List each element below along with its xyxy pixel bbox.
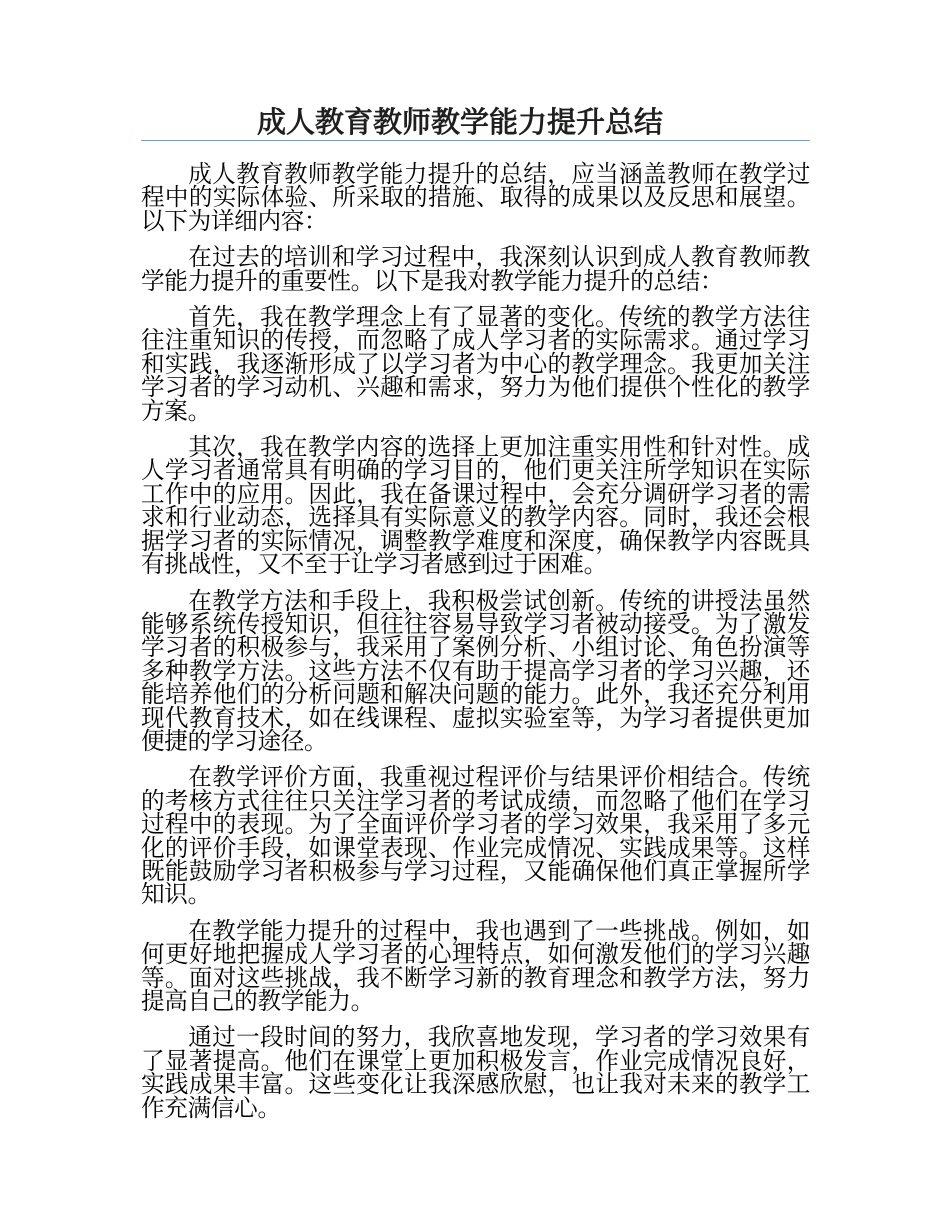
paragraph-6: 在教学评价方面，我重视过程评价与结果评价相结合。传统的考核方式往往只关注学习者的考试成绩，而忽略了他们在学习过程中的表现。为了全面评价学习者的学习效果，我采用了多元化的评价手段，如课堂表现、作业完成情况、实践成果等。这样既能鼓励学习者积极参与学习过程，又能确保他们真正掌握所学知识。: [141, 763, 810, 909]
paragraph-1: 成人教育教师教学能力提升的总结，应当涵盖教师在教学过程中的实际体验、所采取的措施、取得的成果以及反思和展望。以下为详细内容：: [141, 160, 810, 235]
document-title: 成人教育教师教学能力提升总结: [257, 105, 664, 139]
paragraph-5: 在教学方法和手段上，我积极尝试创新。传统的讲授法虽然能够系统传授知识，但往往容易导致学习者被动接受。为了激发学习者的积极参与，我采用了案例分析、小组讨论、角色扮演等多种教学方法。这些方法不仅有助于提高学习者的学习兴趣，还能培养他们的分析问题和解决问题的能力。此外，我还充分利用现代教育技术，如在线课程、虚拟实验室等，为学习者提供更加便捷的学习途径。: [141, 586, 810, 755]
paragraph-7: 在教学能力提升的过程中，我也遇到了一些挑战。例如，如何更好地把握成人学习者的心理特点，如何激发他们的学习兴趣等。面对这些挑战，我不断学习新的教育理念和教学方法，努力提高自己的教学能力。: [141, 916, 810, 1015]
paragraph-3: 首先，我在教学理念上有了显著的变化。传统的教学方法往往注重知识的传授，而忽略了成人学习者的实际需求。通过学习和实践，我逐渐形成了以学习者为中心的教学理念。我更加关注学习者的学习动机、兴趣和需求，努力为他们提供个性化的教学方案。: [141, 303, 810, 425]
title-underline: [141, 140, 810, 141]
document-body: [141, 160, 810, 1122]
paragraph-4: 其次，我在教学内容的选择上更加注重实用性和针对性。成人学习者通常具有明确的学习目的，他们更关注所学知识在实际工作中的应用。因此，我在备课过程中，会充分调研学习者的需求和行业动态，选择具有实际意义的教学内容。同时，我还会根据学习者的实际情况，调整教学难度和深度，确保教学内容既具有挑战性，又不至于让学习者感到过于困难。: [141, 433, 810, 579]
paragraph-2: 在过去的培训和学习过程中，我深刻认识到成人教育教师教学能力提升的重要性。以下是我对教学能力提升的总结：: [141, 243, 810, 295]
paragraph-8: 通过一段时间的努力，我欣喜地发现，学习者的学习效果有了显著提高。他们在课堂上更加积极发言，作业完成情况良好，实践成果丰富。这些变化让我深感欣慰，也让我对未来的教学工作充满信心。: [141, 1023, 810, 1122]
document-page: [141, 104, 810, 1133]
